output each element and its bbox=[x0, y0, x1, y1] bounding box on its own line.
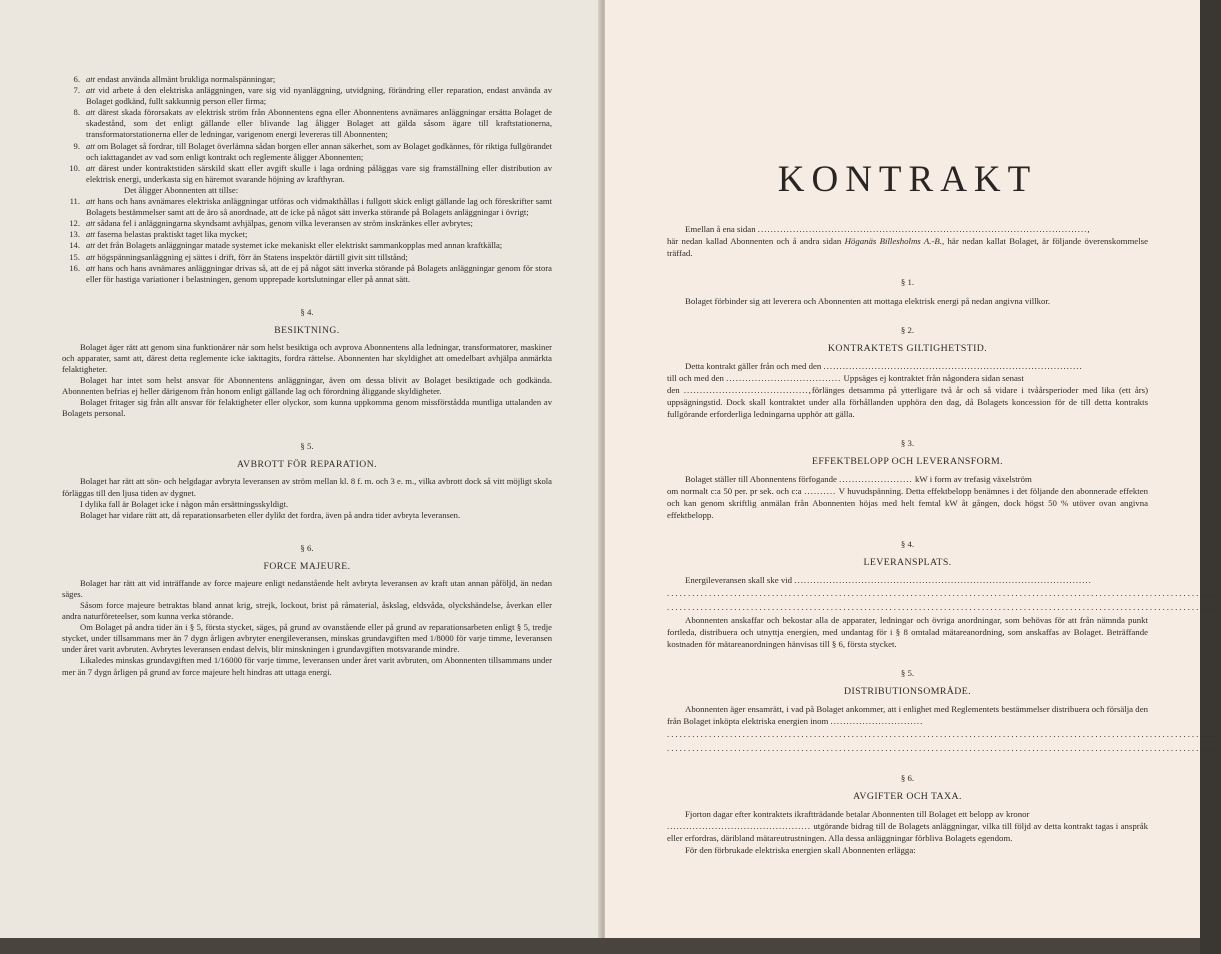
item-att: att bbox=[86, 140, 96, 151]
section-4-text: Abonnenten anskaffar och bekostar alla de apparater, ledningar och övriga anordningar, som behövas för att från nämnda punkt fortleda, distribuera och utnyttja energien, med undantag för i § 8 omtalad mätareanordning, som anskaffas av Bolaget. Beträffande kostnaden för mätareanordningen hänvisas till § 6, första stycket. bbox=[667, 615, 1148, 649]
item-text: faserna belastas praktiskt taget lika mycket; bbox=[97, 229, 248, 240]
item-att: att bbox=[86, 74, 96, 84]
section-3-number: § 3. bbox=[900, 438, 915, 448]
section-5-title: AVBROTT FÖR REPARATION. bbox=[236, 459, 378, 471]
section-4-number: § 4. bbox=[900, 539, 915, 549]
contract-title: KONTRAKT bbox=[777, 159, 1038, 200]
section-4-para: Bolaget har intet som helst ansvar för Abonnentens anläggningar, även om dessa blivit av Bolaget besiktigade och godkända. Abonnenten befrias ej heller därigenom från honom enligt gällande lag och förordning åliggande skyldigheter. bbox=[62, 375, 552, 397]
obligation-item bbox=[62, 240, 552, 251]
obligation-item bbox=[62, 196, 552, 218]
item-att: att bbox=[86, 251, 96, 262]
item-text: högspänningsanläggning ej sättes i drift, förr än Statens inspektör därtill givit sitt tillstånd; bbox=[97, 251, 408, 262]
section-1-text: Bolaget förbinder sig att leverera och Abonnenten att mottaga elektrisk energi på nedan angivna villkor. bbox=[685, 296, 1051, 306]
item-number: 13. bbox=[69, 229, 80, 240]
section-6-para: Såsom force majeure betraktas bland annat krig, strejk, lockout, brist på råmaterial, åskslag, eldsvåda, olyckshändelse, åverkan eller andra naturföreteelser, som kunna verka störande. bbox=[62, 600, 552, 622]
obligation-item bbox=[62, 107, 552, 140]
blank-line: .................................................................................................................................... bbox=[667, 743, 1221, 753]
item-number: 12. bbox=[69, 218, 80, 229]
validity-renewal: den .......................................,förlänges detsamma på ytterligare två år och så vidare i tvåårsperioder med lika (ett års) uppsägningstid. Dock skall kontraktet under alla förhållanden upphöra den dag, då Bolagets koncession för de till detta kontrakts fullgörande erforderliga ledningarna upphör att gälla. bbox=[667, 385, 1148, 419]
item-text: vid arbete å den elektriska anläggningen, vare sig vid nyanläggning, utvidgning, förändring eller reparation, endast använda av Bolaget godkänd, fullt sakkunnig person eller firma; bbox=[86, 85, 553, 107]
item-att: att bbox=[86, 196, 96, 207]
section-6-number: § 6. bbox=[900, 773, 915, 783]
item-text: därest skada förorsakats av elektrisk ström från Abonnentens egna eller Abonnentens avnämares anläggningar ersätta Bolaget de skadestånd, som det enligt gällande eller blivande lag åligger Bolaget att gälda såsom ägare till kraftstationerna, transformatorstationerna eller de ledningar, varigenom energi levereras till Abonnenten; bbox=[86, 107, 552, 140]
item-number: 11. bbox=[69, 196, 80, 207]
item-att: att bbox=[86, 162, 96, 173]
item-att: att bbox=[86, 107, 96, 118]
scan-bottom-edge bbox=[0, 938, 1200, 954]
section-2-number: § 2. bbox=[900, 325, 915, 335]
section-4-number: § 4. bbox=[300, 306, 314, 317]
item-number: 10. bbox=[69, 162, 80, 173]
section-5-para: Bolaget har rätt att sön- och helgdagar avbryta leveransen av ström mellan kl. 8 f. m. och 3 e. m., vilka avbrott dock så vitt möjligt skola förläggas till den ljusa tiden av dygnet. bbox=[62, 476, 552, 498]
validity-to-line: till och med den .................................... Uppsäges ej kontraktet från någondera sidan senast bbox=[667, 373, 1024, 383]
item-att: att bbox=[86, 218, 96, 229]
section-4-title: BESIKTNING. bbox=[274, 324, 340, 336]
obligations-list-1 bbox=[62, 74, 552, 185]
blank-line: .................................................................................................................................... bbox=[667, 602, 1221, 612]
section-5-number: § 5. bbox=[900, 668, 915, 678]
item-number: 9. bbox=[73, 140, 80, 151]
section-6-title: FORCE MAJEURE. bbox=[263, 560, 351, 572]
section-5-text: Abonnenten äger ensamrätt, i vad på Bolaget ankommer, att i enlighet med Reglementets bestämmelser distribuera och försälja den från Bolaget inköpta elektriska energien inom ............................. bbox=[667, 704, 1148, 726]
obligation-item bbox=[62, 218, 552, 229]
delivery-place-line: Energileveransen skall ske vid ............................................................................................. bbox=[685, 575, 1092, 585]
item-text: därest under kontraktstiden särskild skatt eller avgift skulle i laga ordning påläggas vare sig framställning eller distribution av elektrisk energi, underkasta sig en häremot svarande höjning av krafthyran. bbox=[86, 162, 552, 184]
item-number: 16. bbox=[69, 262, 80, 273]
section-5-number: § 5. bbox=[300, 441, 314, 452]
item-att: att bbox=[86, 240, 96, 251]
section-6-para: Bolaget har rätt att vid inträffande av force majeure enligt nedanstående helt avbryta leveransen av kraft utan annan påföljd, än nedan säges. bbox=[62, 577, 552, 599]
validity-from-line: Detta kontrakt gäller från och med den ................................................................................. bbox=[685, 361, 1083, 371]
right-page bbox=[605, 0, 1221, 954]
section-6-title: AVGIFTER OCH TAXA. bbox=[853, 791, 962, 802]
obligation-item bbox=[62, 229, 552, 240]
section-6-para-1: Fjorton dagar efter kontraktets ikraftträdande betalar Abonnenten till Bolaget ett belopp av kronor bbox=[685, 809, 1030, 819]
item-number: 15. bbox=[69, 251, 80, 262]
effect-line-2: om normalt c:a 50 per. pr sek. och c:a .......... V huvudspänning. Detta effektbelopp benämnes i det följande den abonnerade effekten och kan genom skriftlig anmälan från Abonnenten höjas med helt femtal kW åt gången, dock högst 50 % utöver ovan angivna effektbelopp. bbox=[667, 486, 1149, 520]
effect-line-1: Bolaget ställer till Abonnentens förfogande ....................... kW i form av trefasig växelström bbox=[685, 474, 1032, 484]
item-number: 14. bbox=[69, 240, 80, 251]
blank-line: .................................................................................................................................... bbox=[667, 729, 1221, 739]
obligation-item bbox=[62, 141, 552, 163]
obligation-item bbox=[62, 252, 552, 263]
obligation-item bbox=[62, 163, 552, 185]
item-att: att bbox=[86, 262, 96, 273]
item-text: endast använda allmänt brukliga normalspänningar; bbox=[97, 74, 276, 84]
item-text: det från Bolagets anläggningar matade systemet icke mekaniskt eller elektriskt sammankopplas med annan kraftkälla; bbox=[97, 240, 503, 251]
item-att: att bbox=[86, 85, 96, 96]
section-6-number: § 6. bbox=[300, 542, 314, 553]
obligation-item bbox=[62, 85, 552, 107]
item-att: att bbox=[86, 229, 96, 240]
section-2-title: KONTRAKTETS GILTIGHETSTID. bbox=[827, 343, 988, 354]
item-text: om Bolaget så fordrar, till Bolaget överlämna sådan borgen eller annan säkerhet, som av Bolaget godkännes, för riktiga fullgörandet och iakttagandet av vad som enligt kontrakt och reglemente åligger Abonnenten; bbox=[86, 140, 552, 162]
section-4-para: Bolaget fritager sig från allt ansvar för felaktigheter eller olyckor, som kunna uppkomma genom missförstådda muntliga uttalanden av Bolagets personal. bbox=[62, 397, 552, 419]
section-5-title: DISTRIBUTIONSOMRÅDE. bbox=[844, 686, 971, 697]
section-6-para-3: För den förbrukade elektriska energien skall Abonnenten erlägga: bbox=[685, 845, 916, 855]
left-page bbox=[0, 0, 604, 954]
section-5-para: I dylika fall är Bolaget icke i någon mån ersättningsskyldigt. bbox=[80, 498, 289, 509]
obligations-list-2 bbox=[62, 196, 552, 285]
item-text: sådana fel i anläggningarna skyndsamt avhjälpas, genom vilka leveransen av ström inskränkes eller avbrytes; bbox=[97, 218, 473, 229]
item-number: 8. bbox=[73, 107, 80, 118]
obligations-intro: Det åligger Abonnenten att tillse: bbox=[124, 184, 239, 195]
item-number: 7. bbox=[73, 85, 80, 96]
parties-line-2: här nedan kallad Abonnenten och å andra sidan Höganäs Billesholms A.-B., här nedan kallat Bolaget, är följande överenskommelse träffad. bbox=[667, 236, 1148, 258]
obligation-item bbox=[62, 74, 552, 85]
section-5-para: Bolaget har vidare rätt att, då reparationsarbeten eller dylikt det fordra, även på andra tider avbryta leveransen. bbox=[80, 509, 461, 520]
item-number: 6. bbox=[73, 74, 80, 84]
item-text: hans och hans avnämares elektriska anläggningar utföras och vidmakthållas i fullgott skick enligt gällande lag och föreskrifter samt Bolagets bestämmelser samt att de äro så anordnade, att de icke på något sätt inverka störande på Bolagets anläggningar i övrigt; bbox=[86, 196, 552, 218]
section-1-number: § 1. bbox=[900, 277, 915, 287]
section-6-para: Likaledes minskas grundavgiften med 1/16000 för varje timme, leveransen under året varit avbruten, om Abonnenten tillsammans under mer än 7 dygn årligen på grund av force majeure helt hindras att uttaga energi. bbox=[62, 655, 552, 677]
section-6-para: Om Bolaget på andra tider än i § 5, första stycket, säges, på grund av ovanstående eller på grund av reparationsarbeten enligt § 5, tredje stycket, under tillsammans mer än 7 dygn årligen avbryter energileveransen, minskas grundavgiften med 1/8000 för varje timme, leveransen under året varit avbruten. Avbrytes leveransen endast delvis, blir minskningen i grundavgiften motsvarande mindre. bbox=[62, 622, 552, 655]
section-3-title: EFFEKTBELOPP OCH LEVERANSFORM. bbox=[812, 456, 1003, 467]
obligation-item bbox=[62, 263, 552, 285]
item-text: hans och hans avnämares anläggningar drivas så, att de ej på något sätt inverka störande på Bolagets anläggningar genom för stora eller för hastiga variationer i belastningen, genom upprepade kortslutningar eller på annat sätt. bbox=[86, 262, 552, 284]
section-4-title: LEVERANSPLATS. bbox=[863, 557, 952, 568]
parties-line-1: Emellan å ena sidan ......................................................................................................., bbox=[685, 224, 1091, 234]
section-6-para-2: ............................................. utgörande bidrag till de Bolagets anläggningar, vilka till följd av detta kontrakt tagas i anspråk eller erfordras, däribland mätareutrustningen. Alla dessa anläggningar förbliva Bolagets egendom. bbox=[667, 821, 1149, 843]
blank-line: .................................................................................................................................... bbox=[667, 588, 1221, 598]
section-4-para: Bolaget äger rätt att genom sina funktionärer när som helst besiktiga och avprova Abonnentens alla ledningar, transformatorer, maskiner och apparater, samt att, därest detta reglemente icke iakttagits, fordra rättelse. Abonnenten har skyldighet att omedelbart avhjälpa anmärkta felaktigheter. bbox=[62, 341, 552, 374]
